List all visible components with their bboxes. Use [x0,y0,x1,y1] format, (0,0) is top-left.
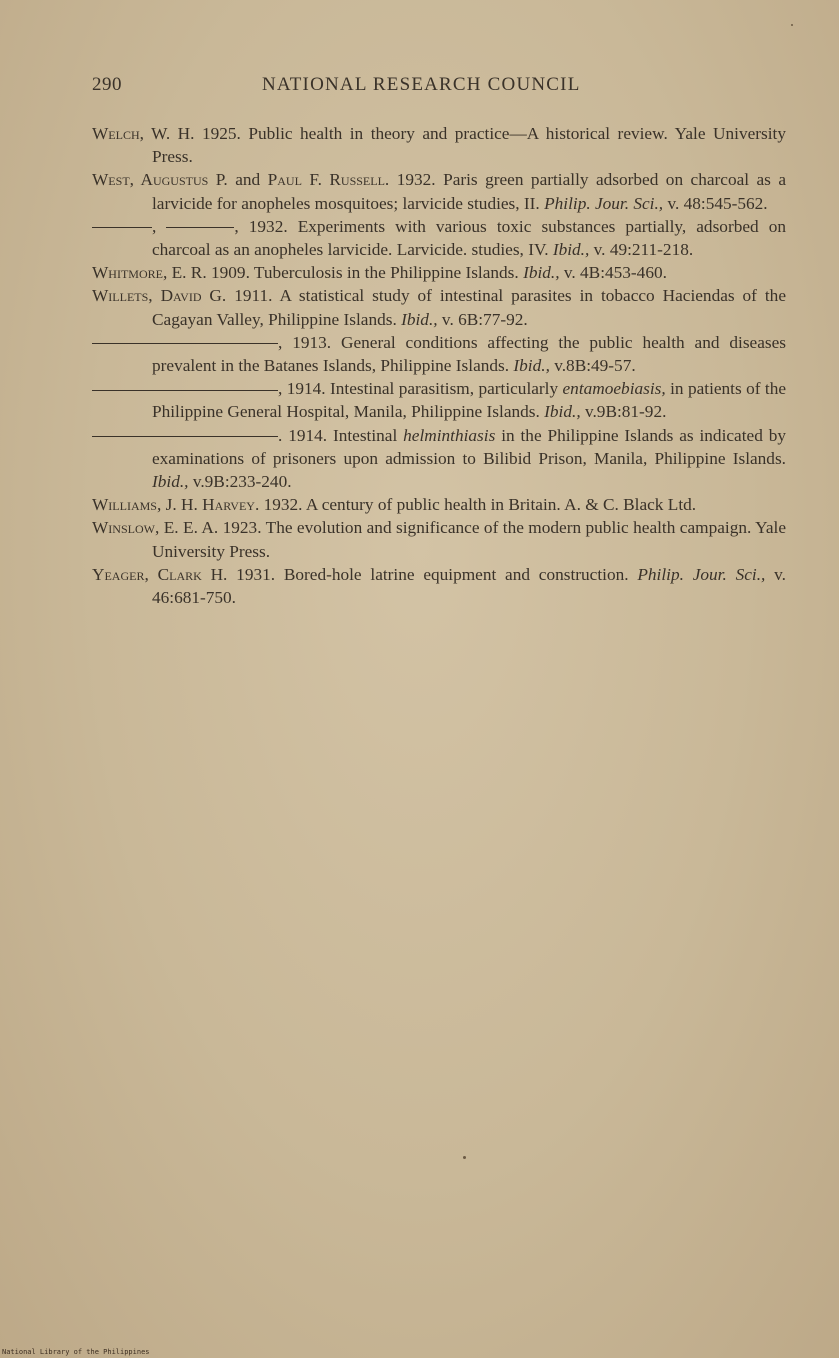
entry-title: in patients of the Philippine General Hospital, Manila, Philippine Islands. [152,379,787,422]
bibliography-entry [92,377,786,423]
entry-author-join: and [235,170,261,190]
entry-year: 1932. [396,170,436,190]
ditto-rule [92,343,278,344]
bibliography-entry [92,424,786,494]
entry-author: Welch, W. H. [92,124,195,143]
entry-year: 1911. [234,286,273,306]
entry-publisher: Yale University Press. [152,124,786,167]
entry-title: Public health in theory and practice—A historical review. [248,124,668,143]
running-title: NATIONAL RESEARCH COUNCIL [262,74,581,95]
entry-year: 1923. [222,518,262,538]
entry-volume: v. 49:211-218. [593,240,694,260]
entry-title: Tuberculosis in the Philippine Islands. [253,263,519,283]
bibliography-entry [92,122,786,168]
ditto-rule [92,390,278,391]
entry-year: 1931. [236,564,276,584]
entry-author: Winslow, E. E. A. [92,518,219,538]
entry-author: Whitmore, E. R. [92,263,207,283]
ditto-rule [166,227,234,228]
entry-journal: Ibid., [544,402,581,422]
entry-year: , 1914. [278,379,326,399]
bibliography-entry [92,261,786,284]
entry-volume: v. 4B:453-460. [563,263,667,283]
entry-title: Bored-hole latrine equipment and construction. [283,564,629,584]
page-number: 290 [92,74,122,95]
paper-speck [463,1156,466,1159]
entry-author: Williams, J. H. Harvey. [92,495,260,515]
entry-volume: v. 6B:77-92. [441,309,528,329]
entry-title: Intestinal parasitism, particularly [330,379,559,399]
entry-author: Paul F. Russell. [267,170,390,190]
entry-title: A century of public health in Britain. [305,495,561,515]
entry-year: 1932. [263,495,303,515]
entry-title: General conditions affecting the public health and diseases prevalent in the Batanes Islands, Philippine Islands. [152,332,787,376]
entry-title: in the Philippine Islands as indicated by examinations of prisoners upon admission to Bilibid Prison, Manila, Philippine Islands. [152,425,786,468]
bibliography-entry [92,516,786,562]
entry-volume: v.9B:81-92. [584,402,667,422]
ditto-rule [92,436,278,437]
entry-author: West, Augustus P. [92,170,228,190]
entry-journal: Ibid., [523,263,560,283]
entry-title: Intestinal [332,425,398,445]
bibliography-entry [92,563,786,609]
entry-title-italic: helminthiasis [403,425,496,445]
entry-journal: Ibid., [513,356,550,376]
entry-title: Experiments with various toxic substances partially, adsorbed on charcoal as an anopheles larvicide. Larvicide. studies, IV. [152,216,786,260]
entry-journal: Ibid., [152,472,189,492]
entry-author: Willets, David G. [92,286,227,306]
entry-journal: Ibid., [552,240,590,260]
entry-year: , 1932. [234,216,288,236]
entry-publisher: Yale University Press. [152,518,786,561]
entry-volume: v. 46:681-750. [152,564,786,608]
entry-title-italic: entamoebiasis, [562,379,666,399]
bibliography-entry [92,331,786,377]
entry-year: . 1914. [278,425,328,445]
bibliography-entry [92,284,786,330]
entry-year: , 1913. [278,332,332,352]
ditto-rule [92,227,152,228]
entry-volume: v.8B:49-57. [554,356,636,376]
entry-volume: v.9B:233-240. [192,472,292,492]
entry-year: 1909. [211,263,250,283]
bibliography-entry [92,493,786,516]
entry-journal: Philip. Jour. Sci., [544,193,664,213]
entry-journal: Philip. Jour. Sci., [637,564,766,584]
bibliography-list [92,122,786,609]
entry-author: Yeager, Clark H. [92,564,228,584]
bibliography-entry [92,168,786,214]
page-header [92,74,792,100]
library-credit: National Library of the Philippines [2,1348,150,1356]
entry-year: 1925. [201,124,241,143]
entry-title: A statistical study of intestinal parasites in tobacco Haciendas of the Cagayan Valley, Philippine Islands. [152,286,786,329]
bibliography-entry: , , 1932. Experiments with various toxic substances partially, adsorbed on charcoal as an anopheles larvicide. Larvicide. studies, IV. Ibid., v. 49:211-218. [92,215,786,261]
paper-speck [791,24,793,26]
entry-journal: Ibid., [401,309,438,329]
entry-title: Paris green partially adsorbed on charcoal as a larvicide for anopheles mosquitoes; larvicide studies, II. [152,170,787,213]
entry-title: The evolution and significance of the modern public health campaign. [265,518,752,538]
entry-publisher: A. & C. Black Ltd. [564,495,697,515]
entry-volume: v. 48:545-562. [667,193,768,213]
